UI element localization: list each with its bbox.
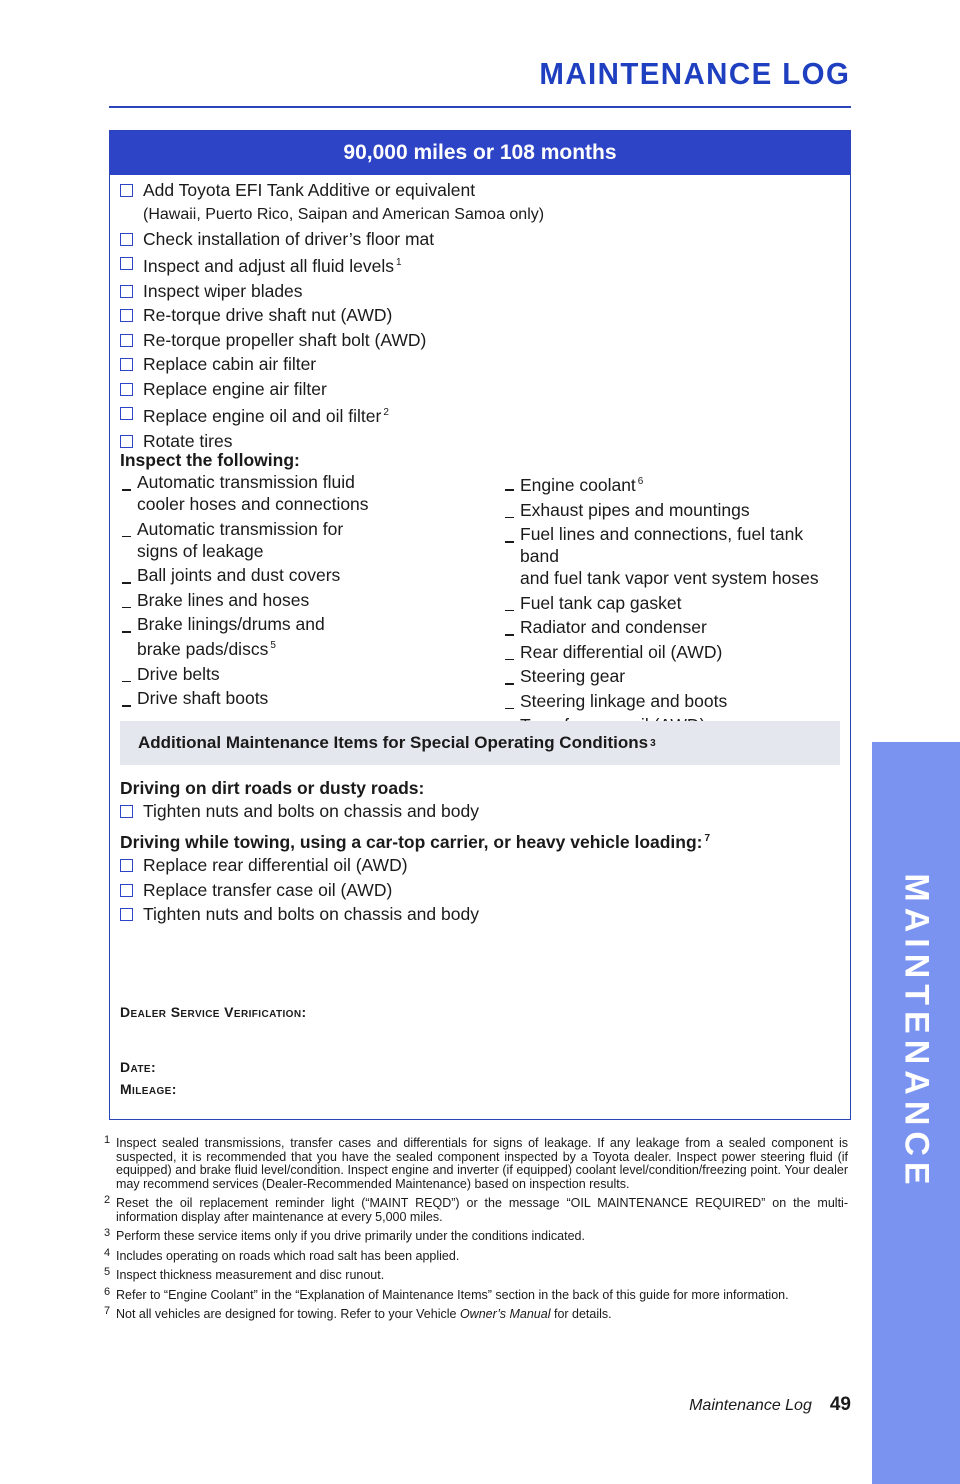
special-conditions-banner xyxy=(120,721,840,765)
dirt-roads-section xyxy=(120,777,479,824)
inspect-list-right xyxy=(503,471,843,739)
inspect-item xyxy=(503,616,843,638)
checklist-item-label xyxy=(143,401,389,429)
inspect-item xyxy=(120,518,480,562)
inspect-item-line xyxy=(137,613,480,635)
checklist-item-text: Re-torque drive shaft nut (AWD) xyxy=(143,305,393,325)
special-conditions-title: Additional Maintenance Items for Special Operating Conditions xyxy=(138,733,649,752)
title-divider xyxy=(109,106,851,108)
footnote xyxy=(104,1194,848,1224)
inspect-item-text: Exhaust pipes and mountings xyxy=(520,499,750,520)
checklist-item-label xyxy=(143,251,402,279)
checklist-item xyxy=(120,251,544,279)
footnote-text: Reset the oil replacement reminder light (“MAINT REQD”) or the message “OIL MAINTENANCE REQUIRED” on the multi-information display after maintenance at every 5,000 miles. xyxy=(116,1196,848,1224)
condition-item xyxy=(120,853,710,878)
towing-section xyxy=(120,828,710,927)
footnote xyxy=(104,1227,848,1244)
footnote-number: 2 xyxy=(104,1194,111,1206)
checkbox[interactable] xyxy=(120,184,133,197)
side-tab-label: MAINTENANCE xyxy=(897,873,936,1191)
checklist-item-text: Inspect and adjust all fluid levels xyxy=(143,256,394,276)
checkbox[interactable] xyxy=(120,859,133,872)
service-checklist xyxy=(120,178,544,453)
condition-item xyxy=(120,878,710,903)
page-number: 49 xyxy=(829,1394,851,1415)
checklist-item xyxy=(120,377,544,402)
inspect-item xyxy=(120,613,480,660)
inspect-item-text: signs of leakage xyxy=(137,540,264,561)
footnote-text: Not all vehicles are designed for towing. Refer to your Vehicle xyxy=(116,1307,460,1321)
inspect-item-text: Automatic transmission fluid xyxy=(137,472,355,492)
footnote-text: Perform these service items only if you drive primarily under the conditions indicated. xyxy=(116,1229,585,1243)
footnote xyxy=(104,1266,848,1283)
footnote-number: 4 xyxy=(104,1246,111,1259)
page-footer xyxy=(689,1394,851,1416)
condition-item-label: Tighten nuts and bolts on chassis and body xyxy=(143,801,479,821)
checklist-item-text: Add Toyota EFI Tank Additive or equivalent xyxy=(143,180,476,200)
inspect-item-text: Radiator and condenser xyxy=(520,617,707,637)
checklist-item-label xyxy=(143,178,475,203)
checkbox[interactable] xyxy=(120,358,133,371)
footnote-ref: 6 xyxy=(637,476,644,487)
checkbox[interactable] xyxy=(120,884,133,897)
footnote xyxy=(104,1246,848,1264)
footnote-text: Refer to “Engine Coolant” in the “Explanation of Maintenance Items” section in the back of this guide for more information. xyxy=(116,1287,789,1302)
inspect-item xyxy=(503,641,843,663)
footnote-italic-text: Owner’s Manual xyxy=(459,1307,551,1321)
checklist-item-text: Replace cabin air filter xyxy=(143,354,317,374)
inspect-item xyxy=(503,592,843,614)
inspect-item-text: cooler hoses and connections xyxy=(137,494,369,514)
footnote-text: Inspect thickness measurement and disc runout. xyxy=(116,1268,385,1282)
checkbox[interactable] xyxy=(120,309,133,322)
inspect-item xyxy=(120,589,480,611)
condition-item xyxy=(120,799,479,824)
inspect-item-line xyxy=(137,635,480,660)
page-title: MAINTENANCE LOG xyxy=(539,56,850,91)
checklist-item-text: Inspect wiper blades xyxy=(143,280,303,301)
maintenance-log-box xyxy=(109,130,851,1120)
condition-title-text: Driving on dirt roads or dusty roads: xyxy=(120,778,425,798)
footnote-number: 5 xyxy=(104,1266,111,1278)
checklist-item-label xyxy=(143,279,303,304)
inspect-item-text: Drive shaft boots xyxy=(137,688,269,708)
condition-title xyxy=(120,777,479,799)
footnote-ref: 5 xyxy=(270,640,276,651)
footer-label: Maintenance Log xyxy=(689,1397,812,1414)
checklist-item xyxy=(120,227,544,252)
inspect-item-text: Fuel tank cap gasket xyxy=(520,592,682,613)
inspect-item-line xyxy=(520,523,843,567)
dealer-verification-label: Dealer Service Verification: xyxy=(120,1004,307,1020)
inspect-item-line xyxy=(520,690,843,712)
footnote xyxy=(104,1134,848,1191)
inspect-item-line xyxy=(520,592,843,614)
inspect-item-text: Engine coolant xyxy=(520,475,636,495)
inspect-item-text: Drive belts xyxy=(137,663,220,684)
footnote-number: 6 xyxy=(104,1285,111,1298)
footnote-number: 3 xyxy=(104,1227,111,1239)
inspect-list-left xyxy=(120,471,480,712)
inspect-item-line xyxy=(137,518,480,540)
checkbox[interactable] xyxy=(120,805,133,818)
inspect-item xyxy=(120,663,480,685)
footnote xyxy=(104,1305,848,1322)
checklist-item xyxy=(120,279,544,304)
inspect-item-line xyxy=(137,663,480,685)
inspect-item xyxy=(503,523,843,589)
checklist-item-label xyxy=(143,328,426,353)
inspect-item xyxy=(503,471,843,496)
footnote-ref: 2 xyxy=(383,407,389,418)
checklist-item xyxy=(120,178,544,203)
checklist-item-text: Replace engine air filter xyxy=(143,378,327,399)
inspect-item-line xyxy=(137,493,480,515)
condition-title-text: Driving while towing, using a car-top carrier, or heavy vehicle loading: xyxy=(120,832,703,852)
footnotes xyxy=(104,1134,848,1328)
inspect-item-text: Steering linkage and boots xyxy=(520,690,728,711)
mileage-label: Mileage: xyxy=(120,1081,177,1097)
inspect-item-line xyxy=(520,641,843,663)
inspect-item xyxy=(503,499,843,521)
inspect-item-line xyxy=(520,665,843,687)
inspect-item-line xyxy=(137,564,480,586)
condition-item xyxy=(120,902,710,927)
footnote-number: 1 xyxy=(104,1134,111,1146)
inspect-item xyxy=(120,471,480,515)
side-tab xyxy=(872,742,960,1484)
inspect-heading: Inspect the following: xyxy=(120,450,300,470)
condition-item-label: Replace transfer case oil (AWD) xyxy=(143,879,393,900)
checklist-item-text: Rotate tires xyxy=(143,430,233,451)
footnote xyxy=(104,1285,848,1303)
inspect-item-text: Fuel lines and connections, fuel tank band xyxy=(520,524,804,566)
checklist-item-text: Re-torque propeller shaft bolt (AWD) xyxy=(143,329,427,350)
inspect-item-line xyxy=(520,567,843,589)
inspect-item-line xyxy=(520,616,843,638)
footnote-number: 7 xyxy=(104,1305,111,1317)
footnote-text: Inspect sealed transmissions, transfer cases and differentials for signs of leakage. If any leakage from a sealed component is suspected, it is recommended that you have the sealed component inspected by a Toyota dealer. Inspect power steering fluid (if equipped) and brake fluid level/condition. Inspect engine and inverter (if equipped) coolant level/condition/freezing point. Your dealer may recommend services (Dealer-Recommended Maintenance) based on inspection results. xyxy=(116,1136,848,1191)
inspect-item-line xyxy=(137,687,480,709)
inspect-item xyxy=(120,687,480,709)
inspect-item-line xyxy=(520,471,843,496)
checklist-item-label xyxy=(143,352,316,377)
checkbox[interactable] xyxy=(120,407,133,420)
inspect-item-text: Steering gear xyxy=(520,666,626,686)
date-label: Date: xyxy=(120,1059,157,1075)
checkbox[interactable] xyxy=(120,435,133,448)
inspect-item-text: Ball joints and dust covers xyxy=(137,565,341,585)
interval-header: 90,000 miles or 108 months xyxy=(110,131,850,175)
inspect-item-text: Brake lines and hoses xyxy=(137,589,310,610)
footnote-ref: 1 xyxy=(395,257,402,268)
checkbox[interactable] xyxy=(120,257,133,270)
checkbox[interactable] xyxy=(120,908,133,921)
checklist-item-text: Replace engine oil and oil filter xyxy=(143,406,382,426)
inspect-item-line xyxy=(137,540,480,562)
checklist-item-label xyxy=(143,377,327,402)
inspect-item-line xyxy=(520,499,843,521)
checkbox[interactable] xyxy=(120,233,133,246)
condition-item-label: Replace rear differential oil (AWD) xyxy=(143,855,408,875)
checklist-item xyxy=(120,352,544,377)
checkbox[interactable] xyxy=(120,334,133,347)
footnote-text: Includes operating on roads which road salt has been applied. xyxy=(116,1248,460,1263)
checklist-item-label xyxy=(143,227,434,252)
inspect-item xyxy=(503,665,843,687)
inspect-item-text: Brake linings/drums and xyxy=(137,614,325,634)
special-conditions-footnote-ref: 3 xyxy=(650,737,656,749)
inspect-item-text: Rear differential oil (AWD) xyxy=(520,641,723,662)
footnote-ref: 7 xyxy=(704,833,711,844)
inspect-item-text: and fuel tank vapor vent system hoses xyxy=(520,568,819,588)
checklist-item xyxy=(120,401,544,429)
condition-title xyxy=(120,828,710,853)
inspect-item-text: brake pads/discs xyxy=(137,639,269,659)
checklist-item-label xyxy=(143,303,392,328)
checkbox[interactable] xyxy=(120,383,133,396)
inspect-item-line xyxy=(137,589,480,611)
inspect-item xyxy=(120,564,480,586)
inspect-item-line xyxy=(137,471,480,493)
inspect-item xyxy=(503,690,843,712)
condition-item-label: Tighten nuts and bolts on chassis and body xyxy=(143,904,479,924)
checklist-item-text: Check installation of driver’s floor mat xyxy=(143,228,435,249)
checkbox[interactable] xyxy=(120,285,133,298)
checklist-item xyxy=(120,303,544,328)
inspect-item-text: Automatic transmission for xyxy=(137,518,344,539)
checklist-item-note: (Hawaii, Puerto Rico, Saipan and American Samoa only) xyxy=(143,205,545,223)
checklist-item xyxy=(120,328,544,353)
footnote-text-end: for details. xyxy=(550,1307,612,1321)
